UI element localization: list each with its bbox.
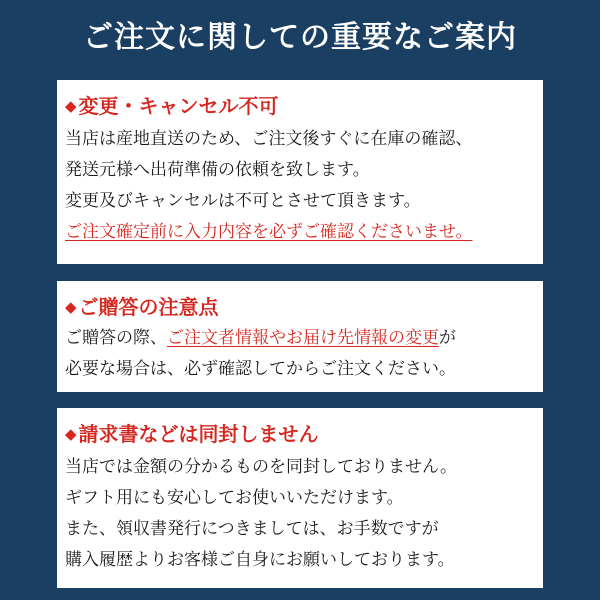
diamond-bullet-icon: ◆ <box>65 425 77 443</box>
body-text: ご贈答の際、 <box>65 328 167 348</box>
card-heading <box>65 420 535 448</box>
body-line: 当店は産地直送のため、ご注文後すぐに在庫の確認、 <box>65 129 473 149</box>
body-line: また、領収書発行につきましては、お手数ですが <box>65 519 439 539</box>
notice-card-no-changes <box>57 80 543 264</box>
card-heading <box>65 293 535 321</box>
notice-card-gift <box>57 281 543 392</box>
body-line: 変更及びキャンセルは不可とさせて頂きます。 <box>65 191 421 211</box>
body-line: 発送元様へ出荷準備の依頼を致します。 <box>65 160 370 180</box>
card-heading-text: 変更・キャンセル不可 <box>78 94 279 118</box>
body-line: 必要な場合は、必ず確認してからご注文ください。 <box>65 359 456 379</box>
notice-card-no-invoice <box>57 408 543 588</box>
diamond-bullet-icon: ◆ <box>65 298 77 316</box>
highlight-text: ご注文者情報やお届け先情報の変更 <box>167 328 439 348</box>
highlight-text: ご注文確定前に入力内容を必ずご確認くださいませ。 <box>65 222 473 242</box>
body-line: ギフト用にも安心してお使いいただけます。 <box>65 488 404 508</box>
body-line: 当店では金額の分かるものを同封しておりません。 <box>65 457 458 477</box>
card-heading-text: ご贈答の注意点 <box>78 295 219 319</box>
card-heading-text: 請求書などは同封しません <box>78 422 319 446</box>
body-line-highlight <box>65 217 535 248</box>
body-text: が <box>439 328 456 348</box>
body-line <box>65 323 535 354</box>
banner-title: ご注文に関しての重要なご案内 <box>83 20 517 55</box>
diamond-bullet-icon: ◆ <box>65 97 77 115</box>
card-heading <box>65 92 535 120</box>
body-line: 購入履歴よりお客様ご自身にお願いしております。 <box>65 550 455 570</box>
